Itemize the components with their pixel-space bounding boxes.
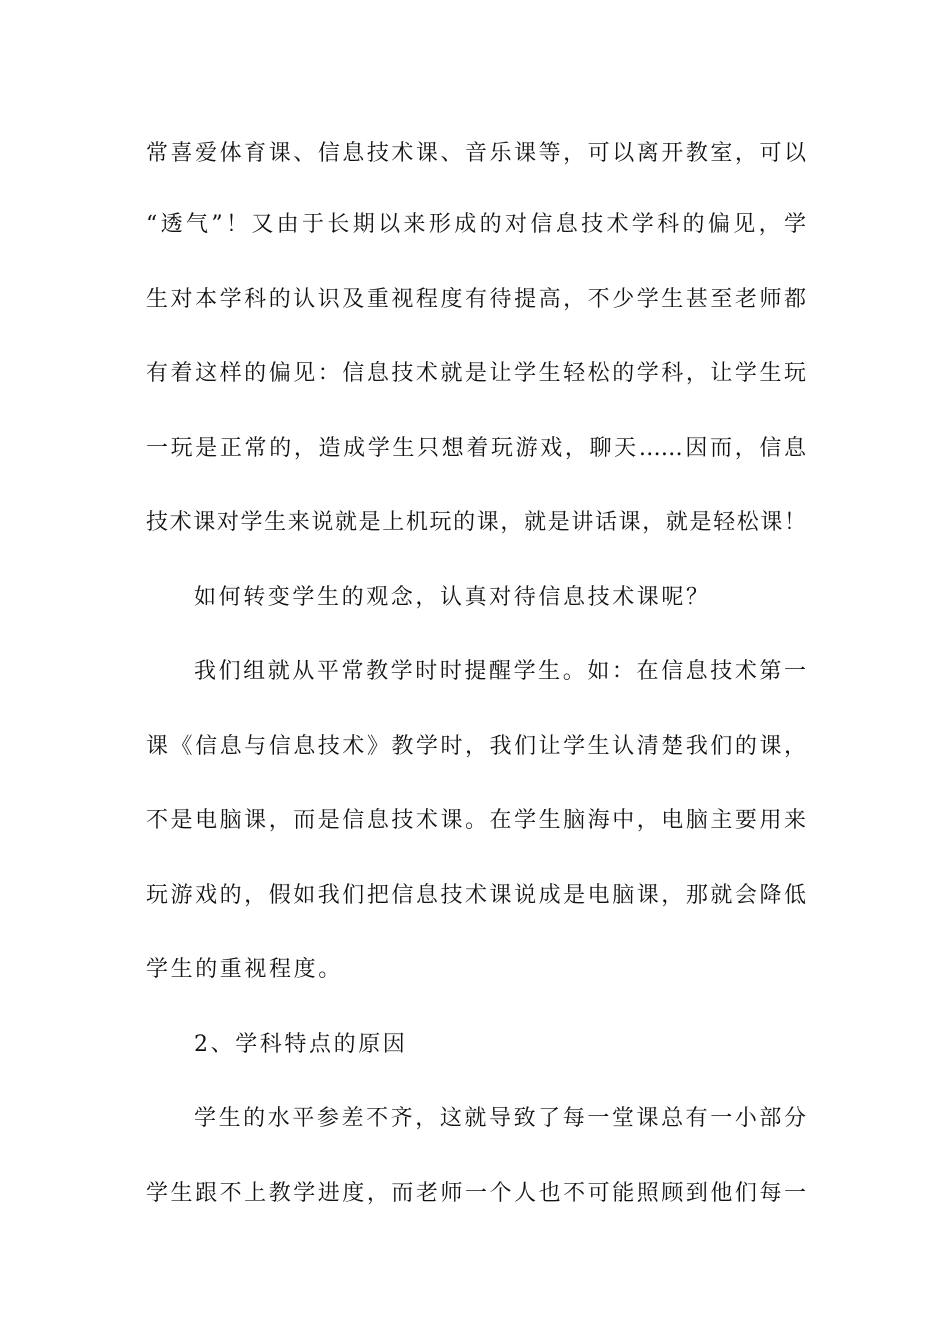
text-line: “透气”！又由于长期以来形成的对信息技术学科的偏见，学 [146, 212, 806, 237]
text-line: 常喜爱体育课、信息技术课、音乐课等，可以离开教室，可以 [146, 141, 806, 166]
text-line: 我们组就从平常教学时时提醒学生。如：在信息技术第一 [194, 659, 806, 684]
text-line: 学生跟不上教学进度，而老师一个人也不可能照顾到他们每一 [146, 1181, 806, 1206]
section-heading: 2、学科特点的原因 [194, 1032, 408, 1057]
text-line: 课《信息与信息技术》教学时，我们让学生认清楚我们的课， [146, 734, 806, 759]
text-line: 不是电脑课，而是信息技术课。在学生脑海中，电脑主要用来 [146, 808, 806, 833]
text-line: 生对本学科的认识及重视程度有待提高，不少学生甚至老师都 [146, 287, 806, 312]
text-line: 如何转变学生的观念，认真对待信息技术课呢？ [194, 585, 711, 610]
text-line: 技术课对学生来说就是上机玩的课，就是讲话课，就是轻松课！ [146, 510, 806, 535]
text-line: 一玩是正常的，造成学生只想着玩游戏，聊天……因而，信息 [146, 436, 806, 461]
text-line: 学生的水平参差不齐，这就导致了每一堂课总有一小部分 [194, 1106, 806, 1131]
text-line: 玩游戏的，假如我们把信息技术课说成是电脑课，那就会降低 [146, 883, 806, 908]
text-line: 学生的重视程度。 [146, 957, 343, 982]
text-line: 有着这样的偏见：信息技术就是让学生轻松的学科，让学生玩 [146, 361, 806, 386]
